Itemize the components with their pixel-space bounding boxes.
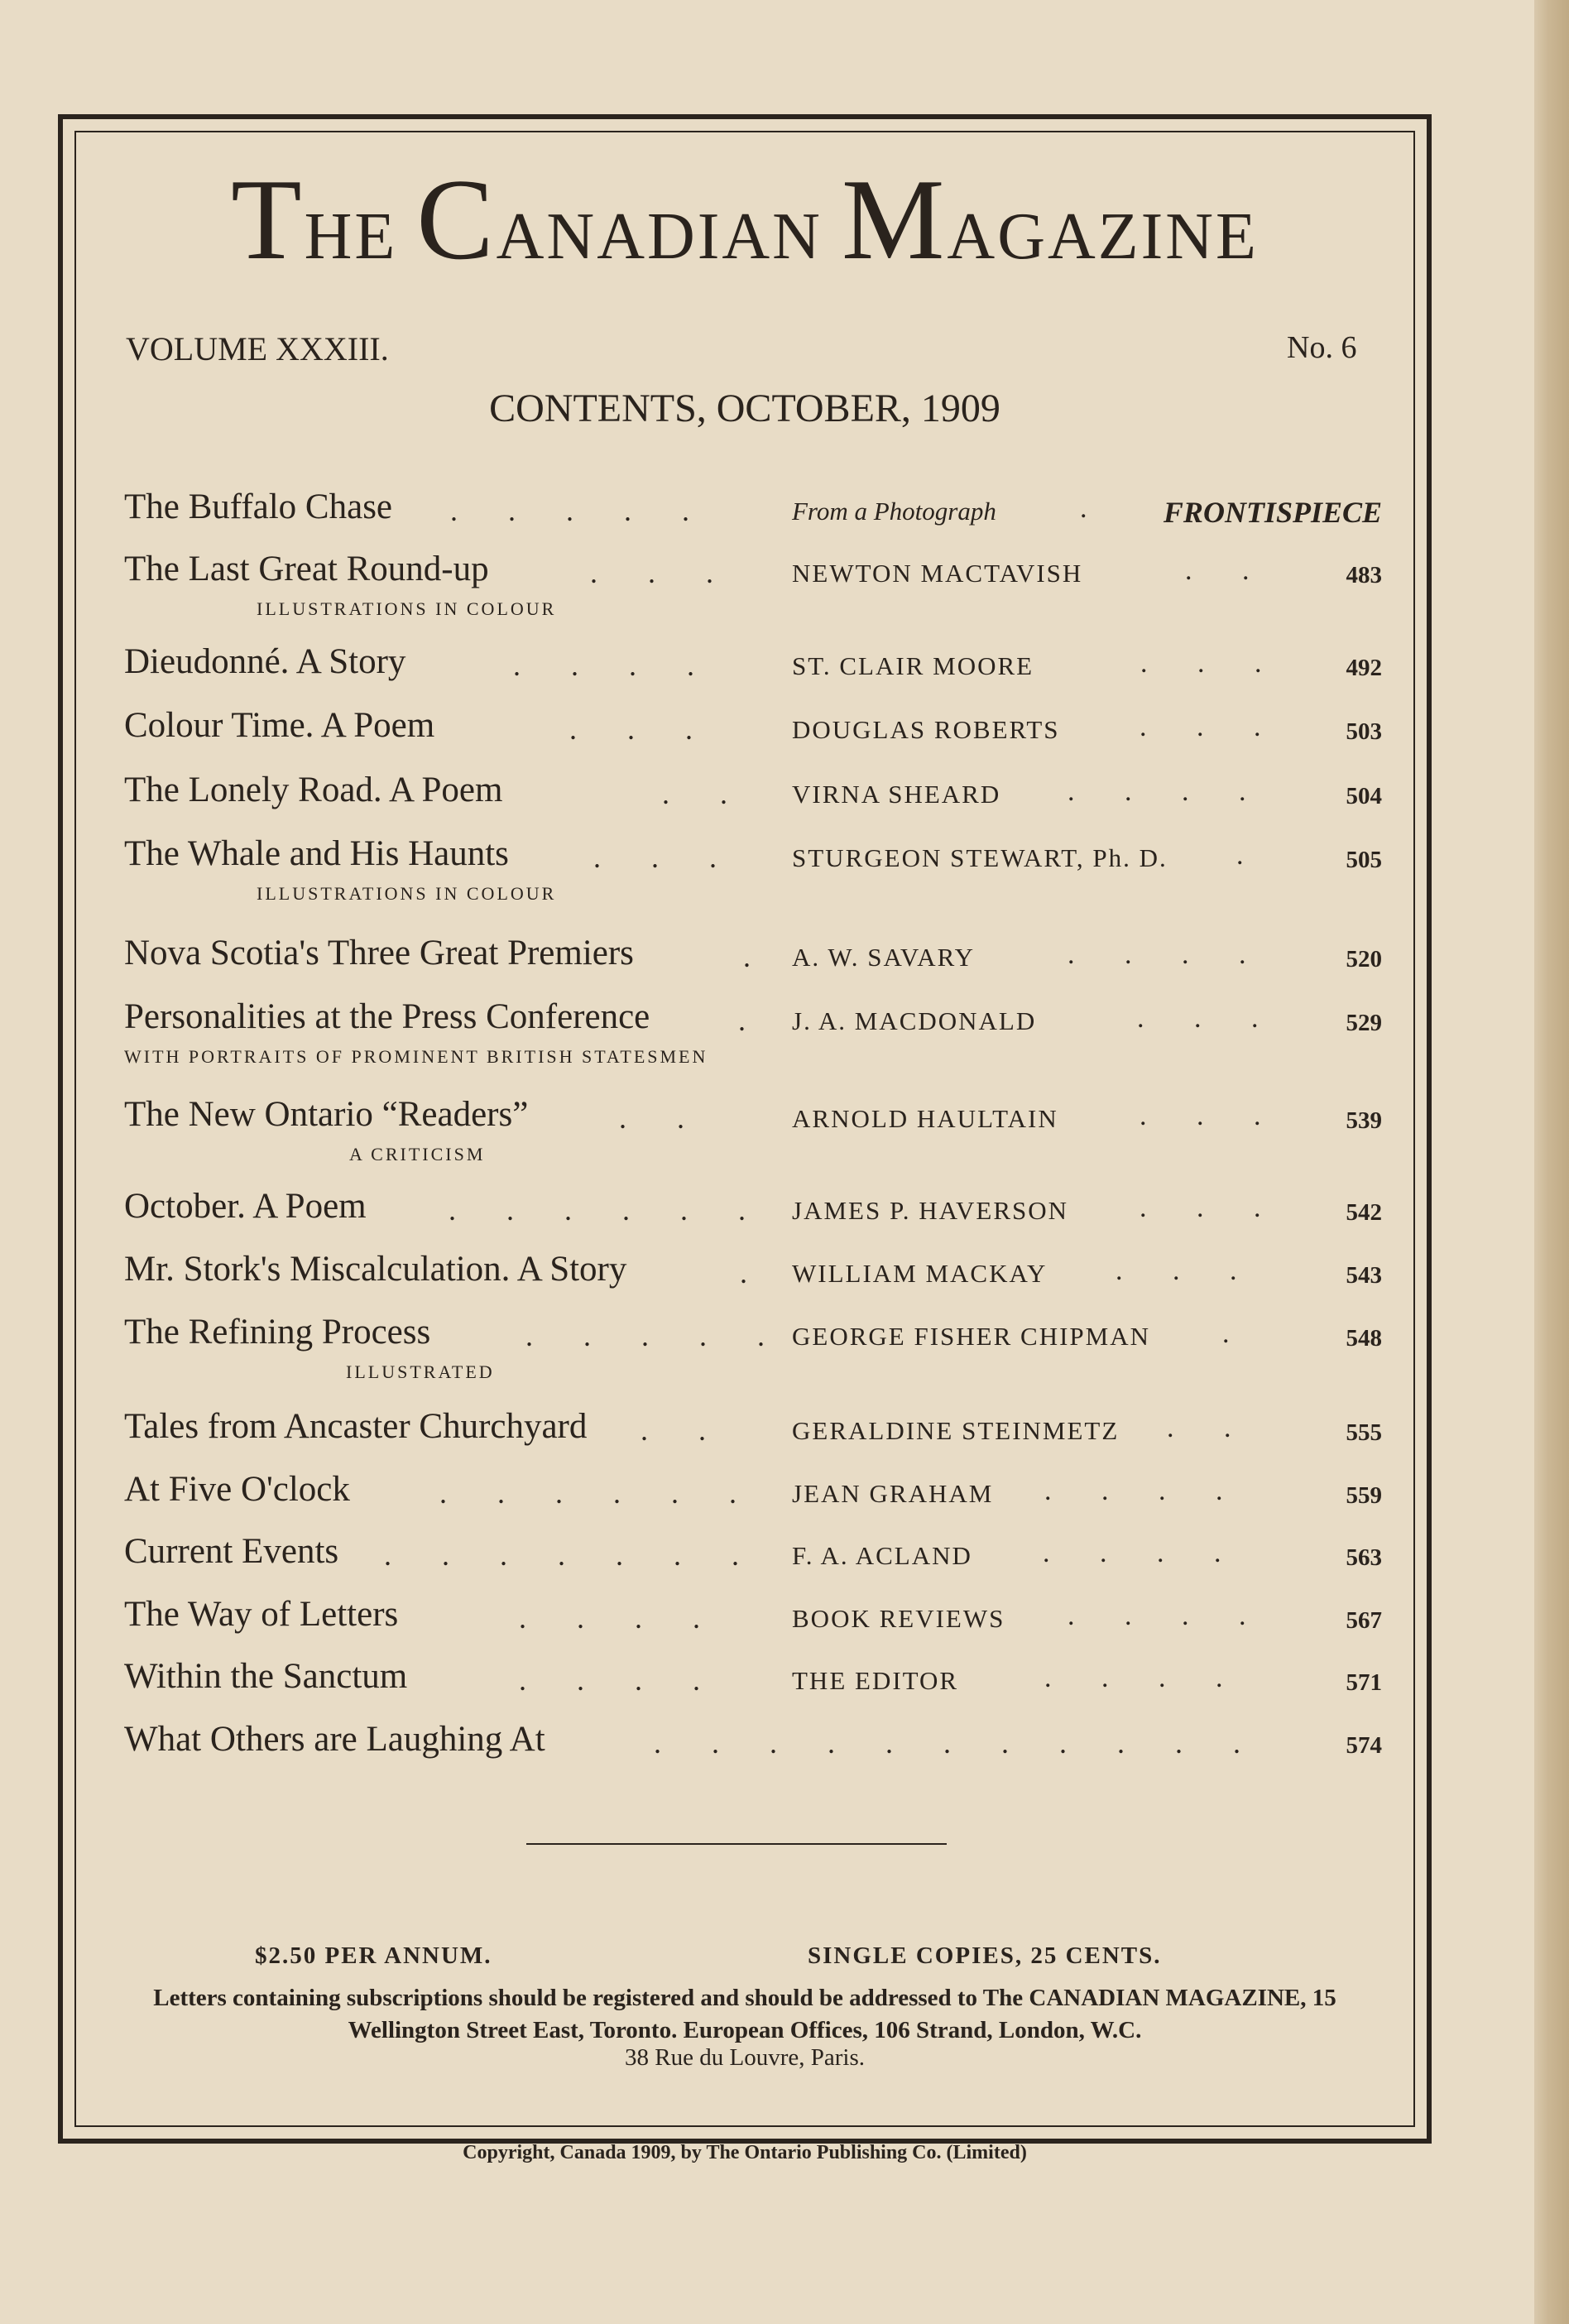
toc-entry-author: STURGEON STEWART, Ph. D. xyxy=(792,843,1168,872)
toc-entry-page-number: 548 xyxy=(1346,1325,1382,1352)
toc-dot-leader: . . . xyxy=(569,713,714,746)
toc-entry-author: GEORGE FISHER CHIPMAN xyxy=(792,1322,1150,1351)
toc-entry-page-number: 492 xyxy=(1346,655,1382,681)
toc-entry-title: The Last Great Round-up xyxy=(124,550,489,588)
toc-entry-author: GERALDINE STEINMETZ xyxy=(792,1416,1120,1445)
copyright-line: Copyright, Canada 1909, by The Ontario Publishing Co. (Limited) xyxy=(463,2142,1027,2163)
toc-entry-title: Dieudonné. A Story xyxy=(124,642,406,681)
toc-dot-leader: . . . . xyxy=(519,1601,722,1635)
toc-author-dot-leader: . . . . xyxy=(1044,1663,1245,1693)
toc-dot-leader: . . xyxy=(662,777,749,810)
toc-dot-leader: . . . . . . . xyxy=(384,1539,761,1572)
toc-entry-page-number: 571 xyxy=(1346,1669,1382,1696)
toc-entry-subtitle: A CRITICISM xyxy=(349,1144,486,1164)
toc-author-dot-leader: . . . . xyxy=(1043,1538,1243,1568)
toc-entry-title: The New Ontario “Readers” xyxy=(124,1095,529,1134)
toc-entry-page-number: 529 xyxy=(1346,1010,1382,1036)
toc-dot-leader: . . . . . . . . . . . xyxy=(654,1726,1262,1760)
toc-author-dot-leader: . xyxy=(1222,1318,1251,1349)
toc-entry-page-number: 563 xyxy=(1346,1544,1382,1571)
toc-entry-title: Tales from Ancaster Churchyard xyxy=(124,1407,588,1446)
toc-author-dot-leader: . . . . xyxy=(1068,939,1268,970)
toc-entry-page-number: 542 xyxy=(1346,1199,1382,1226)
toc-author-dot-leader: . xyxy=(1080,493,1109,524)
toc-entry-subtitle: ILLUSTRATED xyxy=(346,1361,495,1382)
masthead-initial-1: T xyxy=(231,156,305,284)
toc-entry-page-number: 505 xyxy=(1346,847,1382,873)
toc-entry-author: WILLIAM MACKAY xyxy=(792,1259,1048,1288)
toc-entry xyxy=(124,1594,1382,1652)
single-copy-price: SINGLE COPIES, 25 CENTS. xyxy=(808,1942,1162,1969)
toc-dot-leader: . xyxy=(738,1004,767,1037)
toc-dot-leader: . . . . . xyxy=(525,1319,786,1352)
toc-entry-author: From a Photograph xyxy=(792,497,996,526)
toc-entry-author: ST. CLAIR MOORE xyxy=(792,651,1034,680)
toc-entry-subtitle: ILLUSTRATIONS IN COLOUR xyxy=(257,883,557,904)
toc-entry-author: JEAN GRAHAM xyxy=(792,1479,994,1508)
toc-entry xyxy=(124,1186,1382,1244)
toc-dot-leader: . . . . . . xyxy=(449,1193,767,1227)
toc-dot-leader: . . . . . xyxy=(450,494,711,527)
toc-entry-page-number: 503 xyxy=(1346,718,1382,745)
toc-entry-title: Nova Scotia's Three Great Premiers xyxy=(124,934,634,972)
contents-heading: CONTENTS, OCTOBER, 1909 xyxy=(489,387,1000,430)
toc-entry xyxy=(124,705,1382,763)
toc-author-dot-leader: . . . xyxy=(1140,1193,1283,1223)
toc-author-dot-leader: . xyxy=(1236,840,1265,871)
toc-entry-title: The Lonely Road. A Poem xyxy=(124,771,503,809)
toc-entry-title: The Refining Process xyxy=(124,1313,431,1352)
toc-entry-page-number: 567 xyxy=(1346,1607,1382,1634)
toc-entry-title: The Buffalo Chase xyxy=(124,487,393,526)
toc-author-dot-leader: . . . xyxy=(1140,1101,1283,1131)
toc-author-dot-leader: . . xyxy=(1185,555,1271,586)
toc-entry-page-number: 483 xyxy=(1346,562,1382,588)
toc-entry-title: Personalities at the Press Conference xyxy=(124,997,650,1036)
toc-entry-page-number: 520 xyxy=(1346,946,1382,972)
toc-dot-leader: . . . . xyxy=(519,1664,722,1697)
masthead-initial-3: M xyxy=(841,156,948,284)
toc-entry-title: October. A Poem xyxy=(124,1187,367,1226)
toc-entry xyxy=(124,1406,1382,1464)
toc-entry-author: F. A. ACLAND xyxy=(792,1541,972,1570)
masthead-title xyxy=(74,156,1415,284)
toc-entry xyxy=(124,996,1382,1067)
toc-dot-leader: . . xyxy=(641,1414,727,1447)
toc-entry-title: Colour Time. A Poem xyxy=(124,706,435,745)
toc-entry-author: BOOK REVIEWS xyxy=(792,1604,1005,1633)
toc-dot-leader: . . . . . . xyxy=(439,1477,758,1510)
divider-rule xyxy=(526,1843,947,1845)
toc-entry-title: The Way of Letters xyxy=(124,1595,399,1634)
toc-entry-page-number: 574 xyxy=(1346,1732,1382,1759)
toc-entry-title: What Others are Laughing At xyxy=(124,1720,545,1759)
toc-entry xyxy=(124,1469,1382,1527)
toc-entry-author: DOUGLAS ROBERTS xyxy=(792,715,1060,744)
masthead-initial-2: C xyxy=(416,156,497,284)
toc-author-dot-leader: . . . . xyxy=(1068,776,1268,807)
toc-dot-leader: . xyxy=(743,940,772,973)
toc-entry xyxy=(124,1249,1382,1307)
toc-entry-title: At Five O'clock xyxy=(124,1470,350,1509)
page-edge xyxy=(1534,0,1569,2324)
toc-dot-leader: . . . xyxy=(593,841,738,874)
toc-entry-title: Within the Sanctum xyxy=(124,1657,408,1696)
masthead-rest-2: ANADIAN xyxy=(496,200,823,273)
subscription-notice: Letters containing subscriptions should be registered and should be addressed to The CANADIAN MAGAZINE, 15 Wellington Street East, Toronto. European Offices, 106 Strand, London, W.C. xyxy=(153,1985,1336,2044)
toc-entry xyxy=(124,833,1382,904)
toc-entry xyxy=(124,1312,1382,1382)
toc-entry xyxy=(124,933,1382,991)
toc-author-dot-leader: . . . xyxy=(1116,1256,1259,1286)
toc-entry-page-number: 539 xyxy=(1346,1107,1382,1134)
toc-dot-leader: . xyxy=(740,1256,769,1289)
volume-label: VOLUME XXXIII. xyxy=(126,330,389,367)
toc-author-dot-leader: . . . xyxy=(1140,648,1284,679)
toc-dot-leader: . . xyxy=(619,1102,706,1135)
toc-entry xyxy=(124,487,1382,545)
toc-entry-author: NEWTON MACTAVISH xyxy=(792,559,1083,588)
toc-entry-page-number: 504 xyxy=(1346,783,1382,809)
toc-entry xyxy=(124,641,1382,699)
toc-author-dot-leader: . . . . xyxy=(1068,1601,1268,1631)
toc-entry-title: Mr. Stork's Miscalculation. A Story xyxy=(124,1250,627,1289)
toc-entry-page-number: 559 xyxy=(1346,1482,1382,1509)
toc-entry-subtitle: ILLUSTRATIONS IN COLOUR xyxy=(257,598,557,619)
masthead-rest-3: AGAZINE xyxy=(947,200,1259,273)
toc-entry-page-number: 543 xyxy=(1346,1262,1382,1289)
toc-entry-author: VIRNA SHEARD xyxy=(792,780,1001,809)
toc-entry-author: ARNOLD HAULTAIN xyxy=(792,1104,1058,1133)
toc-entry-subtitle: WITH PORTRAITS OF PROMINENT BRITISH STATESMEN xyxy=(124,1046,708,1067)
toc-entry xyxy=(124,549,1382,619)
toc-entry-author: J. A. MACDONALD xyxy=(792,1006,1037,1035)
toc-entry-page-number: 555 xyxy=(1346,1419,1382,1446)
toc-entry-author: THE EDITOR xyxy=(792,1666,959,1695)
toc-entry-page-number: FRONTISPIECE xyxy=(1163,496,1382,529)
toc-author-dot-leader: . . . . xyxy=(1044,1476,1245,1506)
toc-dot-leader: . . . . xyxy=(513,649,716,682)
toc-entry xyxy=(124,1094,1382,1164)
toc-author-dot-leader: . . . xyxy=(1140,712,1283,742)
toc-dot-leader: . . . xyxy=(590,556,735,589)
toc-entry xyxy=(124,1531,1382,1589)
masthead-rest-1: HE xyxy=(304,200,398,273)
issue-number: No. 6 xyxy=(1287,330,1357,365)
toc-entry-title: The Whale and His Haunts xyxy=(124,834,509,873)
toc-entry xyxy=(124,770,1382,828)
toc-entry-author: A. W. SAVARY xyxy=(792,943,976,972)
toc-author-dot-leader: . . . xyxy=(1137,1003,1280,1034)
toc-entry xyxy=(124,1719,1382,1777)
annual-price: $2.50 PER ANNUM. xyxy=(255,1942,492,1969)
toc-entry-author: JAMES P. HAVERSON xyxy=(792,1196,1069,1225)
toc-entry-title: Current Events xyxy=(124,1532,339,1571)
toc-entry xyxy=(124,1656,1382,1714)
toc-author-dot-leader: . . xyxy=(1167,1413,1253,1443)
paris-address: 38 Rue du Louvre, Paris. xyxy=(625,2044,865,2071)
